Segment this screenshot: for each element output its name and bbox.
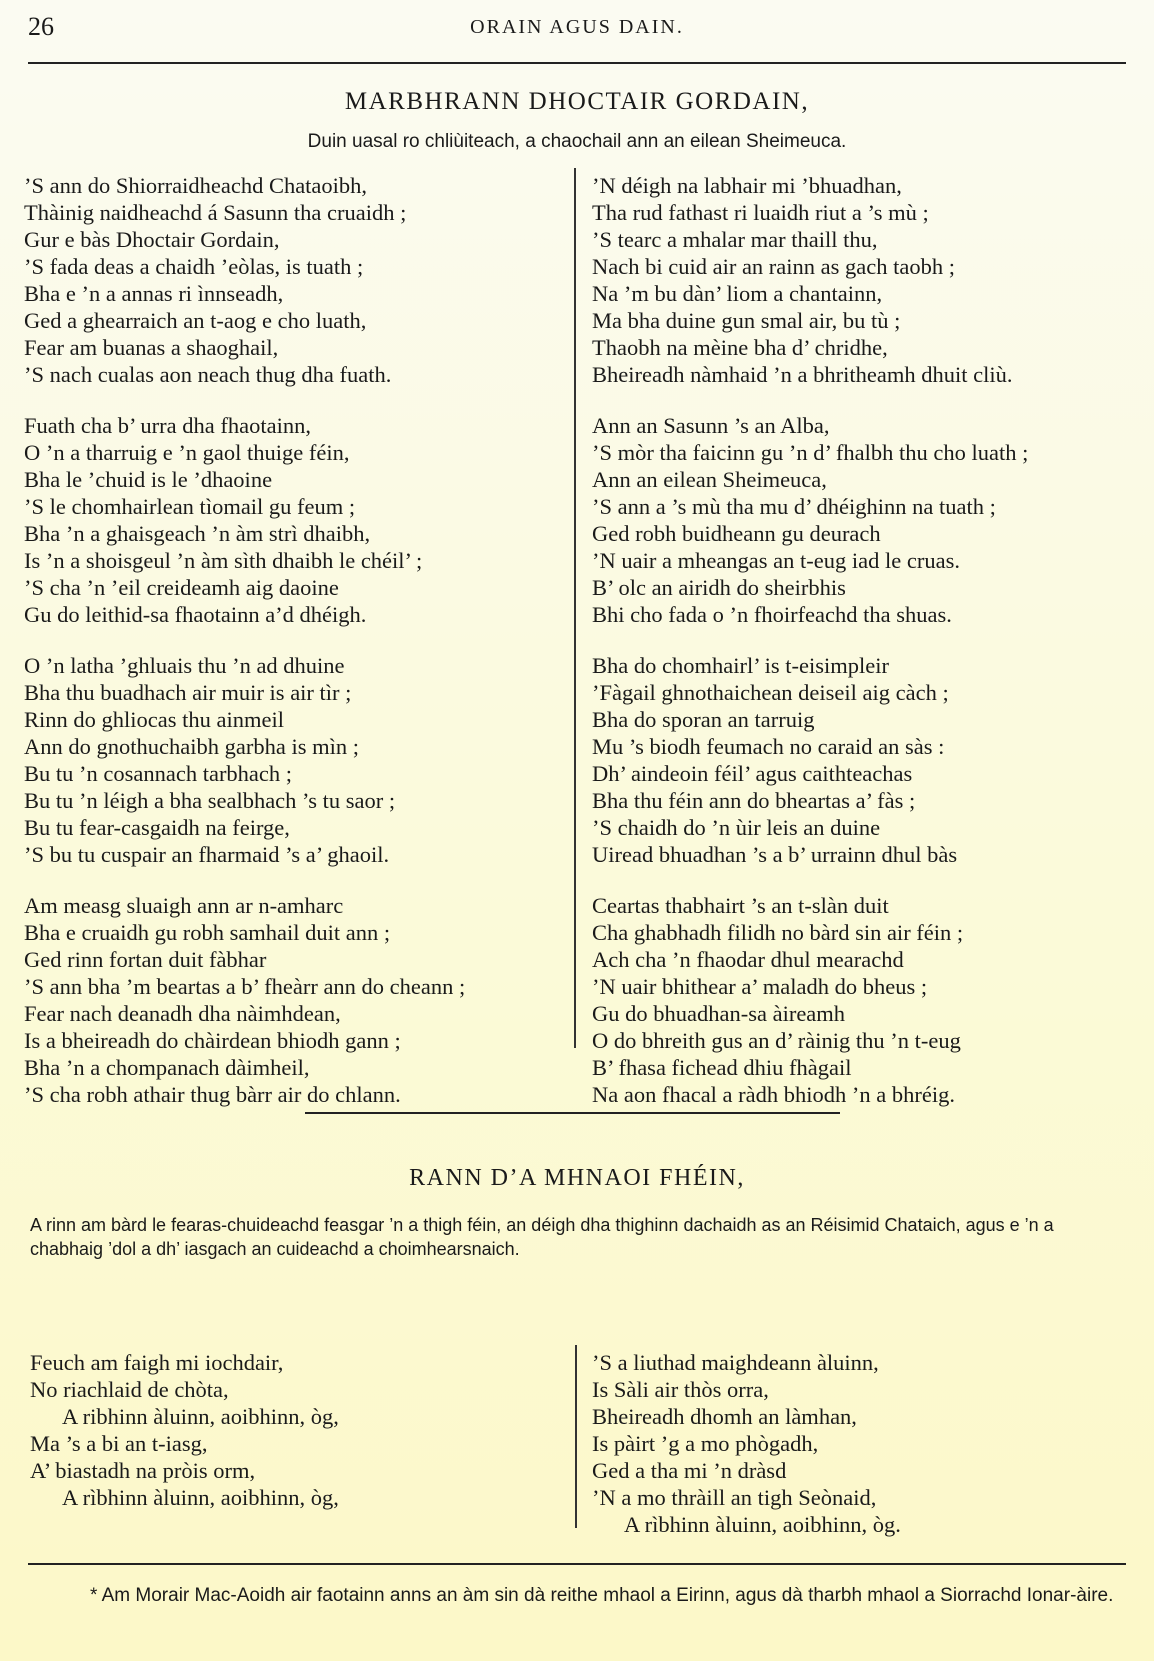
running-title: ORAIN AGUS DAIN. [470, 16, 684, 38]
verse-line: ’S cha robh athair thug bàrr air do chlann. [24, 1082, 401, 1107]
verse-line: Cha ghabhadh filidh no bàrd sin air féin ; [592, 920, 964, 945]
verse-line: ’S ann do Shiorraidheachd Chataoibh, [24, 173, 368, 198]
verse-line: ’S le chomhairlean tìomail gu feum ; [24, 494, 356, 519]
verse-line: Gur e bàs Dhoctair Gordain, [24, 227, 280, 252]
verse-line: ’S cha ’n ’eil creideamh aig daoine [24, 575, 339, 600]
stanza [592, 892, 1137, 1108]
verse-line: Ach cha ’n fhaodar dhul mearachd [592, 947, 904, 972]
verse-line: ’S ann bha ’m beartas a b’ fheàrr ann do cheann ; [24, 974, 466, 999]
verse-line: A rìbhinn àluinn, aoibhinn, òg. [624, 1512, 901, 1537]
verse-line: Ann an Sasunn ’s an Alba, [592, 413, 830, 438]
verse-line: Ma bha duine gun smal air, bu tù ; [592, 308, 901, 333]
verse-line: Ann do gnothuchaibh garbha is mìn ; [24, 734, 359, 759]
verse-line: Rinn do ghliocas thu ainmeil [24, 707, 284, 732]
footnote-rule [28, 1563, 1126, 1565]
verse-line: Bhi cho fada o ’n fhoirfeachd tha shuas. [592, 602, 952, 627]
verse-line: ’S chaidh do ’n ùir leis an duine [592, 815, 881, 840]
verse-line: Ged rinn fortan duit fàbhar [24, 947, 267, 972]
column-divider [575, 1345, 577, 1528]
footnote: * Am Morair Mac-Aoidh air faotainn anns an àm sin dà reithe mhaol a Eirinn, agus dà tharbh mhaol a Siorrachd Ionar-àire. [90, 1585, 1114, 1606]
verse-line: ’S fada deas a chaidh ’eòlas, is tuath ; [24, 254, 364, 279]
page-number: 26 [28, 12, 54, 41]
verse-line: Bu tu ’n cosannach tarbhach ; [24, 761, 293, 786]
verse-line: Is pàirt ’g a mo phògadh, [592, 1431, 819, 1456]
column-divider [574, 168, 576, 1048]
verse-line: B’ fhasa fichead dhiu fhàgail [592, 1055, 852, 1080]
verse-line: Na ’m bu dàn’ liom a chantainn, [592, 281, 883, 306]
verse-line: Thàinig naidheachd á Sasunn tha cruaidh ; [24, 200, 407, 225]
verse-line: Bha ’n a chompanach dàimheil, [24, 1055, 310, 1080]
verse-line: Is a bheireadh do chàirdean bhiodh gann ; [24, 1028, 401, 1053]
poem-subtitle: Duin uasal ro chliùiteach, a chaochail ann an eilean Sheimeuca. [307, 131, 847, 152]
verse-line: ’S ann a ’s mù tha mu d’ dhéighinn na tuath ; [592, 494, 996, 519]
verse-line: Ceartas thabhairt ’s an t-slàn duit [592, 893, 889, 918]
verse-line: Bu tu fear-casgaidh na feirge, [24, 815, 290, 840]
stanza [24, 172, 564, 388]
verse-line: Bha thu buadhach air muir is air tìr ; [24, 680, 352, 705]
verse-line: Feuch am faigh mi iochdair, [30, 1350, 284, 1375]
verse-line: Fuath cha b’ urra dha fhaotainn, [24, 413, 311, 438]
verse-line: Thaobh na mèine bha d’ chridhe, [592, 335, 888, 360]
verse-line: Is ’n a shoisgeul ’n àm sìth dhaibh le chéil’ ; [24, 548, 423, 573]
verse-line: Am measg sluaigh ann ar n-amharc [24, 893, 344, 918]
verse-line: ’S nach cualas aon neach thug dha fuath. [24, 362, 392, 387]
verse-line: Ged robh buidheann gu deurach [592, 521, 881, 546]
verse-line: ’Fàgail ghnothaichean deiseil aig càch ; [592, 680, 949, 705]
stanza [24, 412, 564, 628]
verse-line: A rìbhinn àluinn, aoibhinn, òg, [62, 1485, 339, 1510]
verse-line: O ’n latha ’ghluais thu ’n ad dhuine [24, 653, 345, 678]
verse-line: No riachlaid de chòta, [30, 1377, 229, 1402]
verse-line: ’S mòr tha faicinn gu ’n d’ fhalbh thu cho luath ; [592, 440, 1029, 465]
verse-line: ’S a liuthad maighdeann àluinn, [592, 1350, 879, 1375]
verse-line: Bu tu ’n léigh a bha sealbhach ’s tu saor ; [24, 788, 396, 813]
verse-line: Is Sàli air thòs orra, [592, 1377, 769, 1402]
verse-line: O ’n a tharruig e ’n gaol thuige féin, [24, 440, 350, 465]
verse-line: Mu ’s biodh feumach no caraid an sàs : [592, 734, 945, 759]
verse-line: ’N a mo thràill an tigh Seònaid, [592, 1485, 877, 1510]
poem-title: MARBHRANN DHOCTAIR GORDAIN, [344, 88, 810, 115]
verse-line: Dh’ aindeoin féil’ agus caithteachas [592, 761, 913, 786]
verse-line: Ma ’s a bi an t-iasg, [30, 1431, 208, 1456]
verse-line: Ged a ghearraich an t-aog e cho luath, [24, 308, 367, 333]
stanza [24, 892, 564, 1108]
poem-right-column [592, 1349, 1132, 1538]
verse-line: Bha do chomhairl’ is t-eisimpleir [592, 653, 890, 678]
stanza [592, 412, 1137, 628]
verse-line: O do bhreith gus an d’ ràinig thu ’n t-eug [592, 1028, 961, 1053]
verse-line: Bha do sporan an tarruig [592, 707, 815, 732]
poem-left-column [30, 1349, 570, 1511]
verse-line: Bha le ’chuid is le ’dhaoine [24, 467, 273, 492]
verse-line: Na aon fhacal a ràdh bhiodh ’n a bhréig. [592, 1082, 955, 1107]
verse-line: Gu do bhuadhan-sa àireamh [592, 1001, 846, 1026]
verse-line: Bha thu féin ann do bheartas a’ fàs ; [592, 788, 916, 813]
stanza [592, 172, 1137, 388]
header-rule [28, 62, 1126, 64]
poem-intro: A rinn am bàrd le fearas-chuideachd feasgar ’n a thigh féin, an déigh dha thighinn dachaidh as an Réisimid Chataich, agus e ’n a chabhaig ’dol a dh’ iasgach an cuideachd a choimhearsnaich. [30, 1215, 1054, 1259]
verse-line: Fear am buanas a shaoghail, [24, 335, 279, 360]
verse-line: Fear nach deanadh dha nàimhdean, [24, 1001, 341, 1026]
poem-title: RANN D’A MHNAOI FHÉIN, [409, 1165, 745, 1191]
section-rule [305, 1112, 840, 1114]
running-head [28, 12, 1126, 46]
verse-line: Gu do leithid-sa fhaotainn a’d dhéigh. [24, 602, 367, 627]
verse-line: Uiread bhuadhan ’s a b’ urrainn dhul bàs [592, 842, 958, 867]
verse-line: Bheireadh dhomh an làmhan, [592, 1404, 857, 1429]
verse-line: A’ biastadh na pròis orm, [30, 1458, 256, 1483]
verse-line: Ged a tha mi ’n dràsd [592, 1458, 787, 1483]
verse-line: ’S tearc a mhalar mar thaill thu, [592, 227, 878, 252]
verse-line: B’ olc an airidh do sheirbhis [592, 575, 846, 600]
stanza [24, 652, 564, 868]
verse-line: Bha e cruaidh gu robh samhail duit ann ; [24, 920, 391, 945]
verse-line: ’S bu tu cuspair an fharmaid ’s a’ ghaoil. [24, 842, 390, 867]
poem-right-column [592, 172, 1137, 1132]
verse-line: ’N uair bhithear a’ maladh do bheus ; [592, 974, 928, 999]
stanza [592, 652, 1137, 868]
verse-line: A ribhinn àluinn, aoibhinn, òg, [62, 1404, 339, 1429]
verse-line: Nach bi cuid air an rainn as gach taobh ; [592, 254, 955, 279]
verse-line: Bha ’n a ghaisgeach ’n àm strì dhaibh, [24, 521, 371, 546]
verse-line: Ann an eilean Sheimeuca, [592, 467, 827, 492]
poem-left-column [24, 172, 564, 1132]
verse-line: Bheireadh nàmhaid ’n a bhritheamh dhuit cliù. [592, 362, 1013, 387]
verse-line: ’N uair a mheangas an t-eug iad le cruas. [592, 548, 960, 573]
verse-line: ’N déigh na labhair mi ’bhuadhan, [592, 173, 902, 198]
verse-line: Tha rud fathast ri luaidh riut a ’s mù ; [592, 200, 929, 225]
verse-line: Bha e ’n a annas ri ìnnseadh, [24, 281, 284, 306]
